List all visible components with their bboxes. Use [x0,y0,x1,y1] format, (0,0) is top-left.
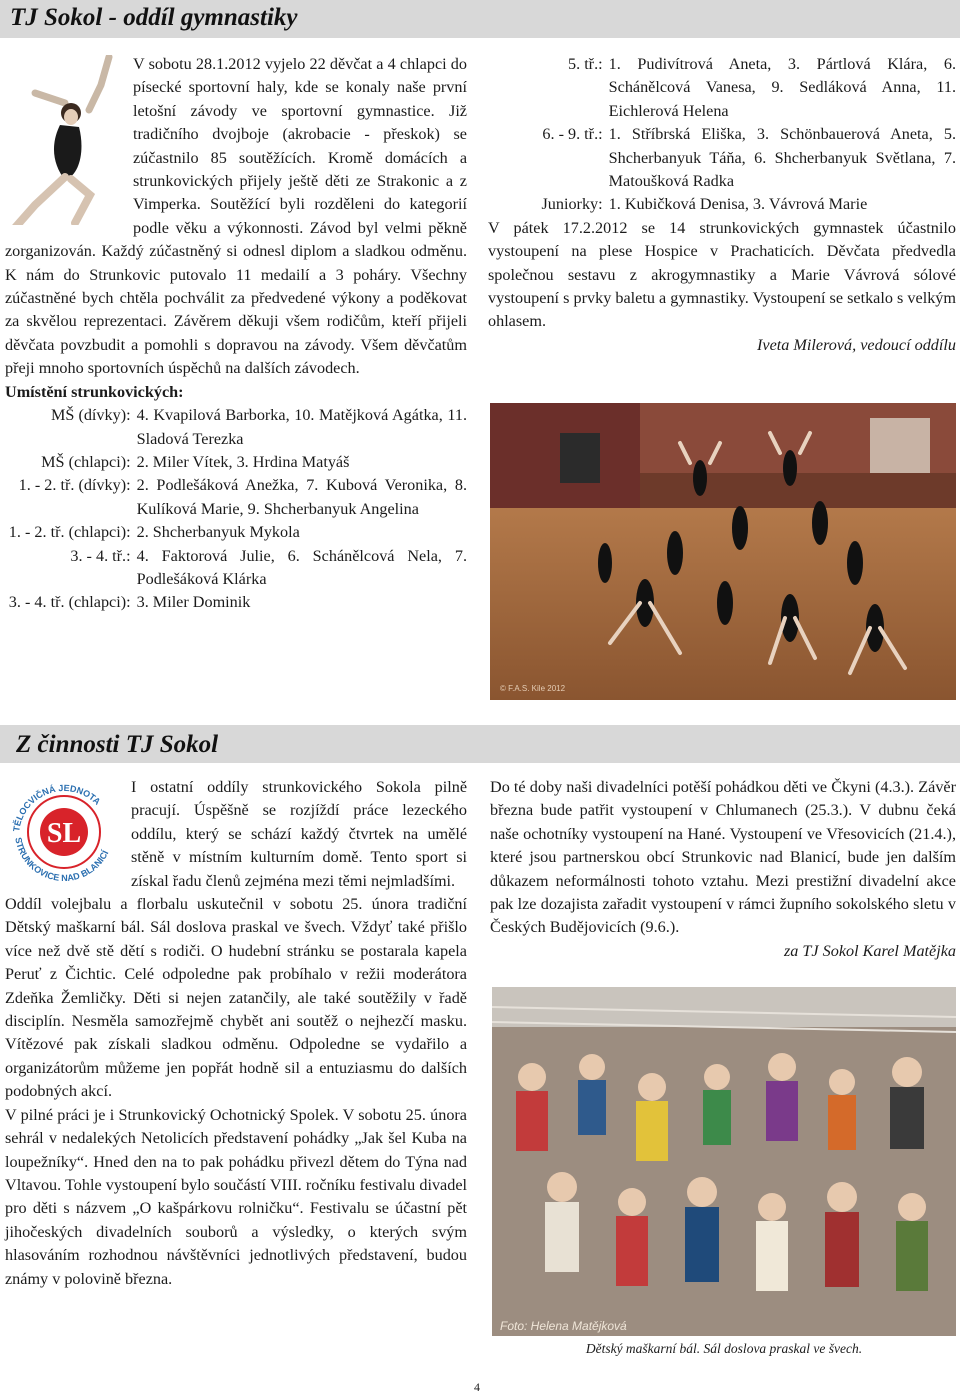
page-number: 4 [474,1380,480,1394]
result-category: 1. - 2. tř. (dívky): [18,476,131,495]
gymnastics-left-column [5,53,467,615]
result-category: Juniorky: [541,195,603,214]
result-names: 2. Shcherbanyuk Mykola [136,523,300,542]
logo-text-top: TĚLOCVIČNÁ JEDNOTA [11,782,103,833]
result-category: 6. - 9. tř.: [542,125,603,144]
result-category: 3. - 4. tř.: [70,546,131,565]
result-category: MŠ (dívky): [51,406,131,425]
result-names: 1. Kubičková Denisa, 3. Vávrová Marie [608,195,868,214]
results-list-left [5,404,467,615]
paragraph: I ostatní oddíly strunkovického Sokola pilně pracují. Úspěšně se rozjíždí práce lezeckého oddílu, který se schází každý čtvrtek na umělé stěně v místním kulturním domě. Tento sport si získal řadu členů zejména mezi těmi nejmladšími. [131,778,467,890]
result-names: 2. Podlešáková Anežka, 7. Kubová Veronika, 8. Kulíková Marie, 9. Shcherbanyuk Angelina [136,476,467,518]
result-category: 1. - 2. tř. (chlapci): [8,523,131,542]
results-heading: Umístění strunkovických: [5,382,184,401]
section-header-gymnastics [0,0,960,38]
result-names: 1. Pudivítrová Aneta, 3. Pártlová Klára, 6. Schánělcová Vanesa, 9. Sedláková Anna, 11. Eichlerová Helena [608,55,956,120]
result-names: 4. Kvapilová Barborka, 10. Matějková Agátka, 11. Sladová Terezka [136,406,467,448]
carnival-photo-drawing [492,987,956,1336]
result-names: 4. Faktorová Julie, 6. Schánělcová Nela, 7. Podlešáková Klárka [136,546,467,588]
sokol-left-column [5,776,467,1291]
acrogymnastics-photo-drawing [490,403,956,700]
section-title: TJ Sokol - oddíl gymnastiky [10,4,298,31]
result-category: MŠ (chlapci): [41,452,131,471]
result-category: 3. - 4. tř. (chlapci): [8,593,131,612]
sokol-right-column [490,776,956,963]
result-category: 5. tř.: [568,55,603,73]
results-list-right [488,53,956,217]
photo-credit: Foto: Helena Matějková [500,1319,627,1333]
gymnastics-right-column [488,53,956,357]
result-names: 3. Miler Dominik [136,593,251,612]
result-names: 1. Stříbrská Eliška, 3. Schönbauerová Aneta, 5. Shcherbanyuk Táňa, 6. Shcherbanyuk Světlana, 7. Matoušková Radka [608,125,956,191]
logo-text-bottom: STRUNKOVICE NAD BLANICÍ [13,836,111,884]
section-header-sokol [0,725,960,763]
gymnast-photo [5,55,127,225]
signature: Iveta Milerová, vedoucí oddílu [757,335,956,354]
acrogymnastics-photo [490,403,956,700]
carnival-photo [492,987,956,1336]
signature: za TJ Sokol Karel Matějka [783,941,956,960]
paragraph: Do té doby naši divadelníci potěší pohádkou děti ve Čkyni (4.3.). Závěr března bude patřit vystoupení v Chlumanech (25.3.). V dubnu čeká naše ochotníky vystoupení na Hané. Vystoupení ve Vřesovicích (21.4.), které jsou partnerskou obcí Strunkovic nad Blanicí, bude jen dalším důkazem neformálnosti tohoto vztahu. Mezi prestižní divadelní akce pak lze dozajista zařadit vystoupení v rámci župního sokolského sletu v Českých Budějovicích (9.6.). [490,778,956,937]
intro-paragraph: V sobotu 28.1.2012 vyjelo 22 děvčat a 4 chlapci do písecké sportovní haly, kde se konaly naše první letošní závody ve sportovní gymnastice. Již tradičního dvojboje (akrobacie - přeskok) se zúčastnilo 85 soutěžících. Kromě domácích a strunkovických přijely ještě děti ze Strakonic a z Vimperka. Soutěžící byli rozděleni do kategorií podle věku a výkonnosti. Závod byl velmi pěkně zorganizován. Každý zúčastněný si odnesl diplom a sladkou odměnu. K nám do Strunkovic putovalo 11 medailí a 3 poháry. Všechny zúčastněné bych chtěla pochválit za předvedené výkony a poděkovat za skvělou reprezentaci. Závěrem děkuji všem rodičům, kteří přijeli děvčata povzbudit a pomohli s dopravou na závody. Všem děvčatům přeji mnoho sportovních úspěchů na dalších závodech. [5,55,467,378]
svg-text:SL: SL [46,818,82,849]
photo-caption: Dětský maškarní bál. Sál doslova praskal ve švech. [585,1341,863,1356]
sokol-logo [5,776,123,888]
photo-credit: © F.A.S. Kile 2012 [500,684,566,693]
paragraph: V pilné práci je i Strunkovický Ochotnický Spolek. V sobotu 25. února sehrál v nedalekých Netolicích představení pohádky „Jak šel Kuba na loupežníky“. Hned den na to pak pohádku přivezl dětem do Týna nad Vltavou. Tohle vystoupení bylo součástí VIII. ročníku festivalu divadel pro děti s názvem „O kašpárkovu rolničku“. Festivalu se účastní pět jihočeských divadelních souborů a výsledky, o kterých svým hlasováním rozhodnou návštěvníci jednotlivých představení, budou známy v polovině března. [5,1105,467,1288]
section-title: Z činnosti TJ Sokol [16,731,219,758]
ples-paragraph: V pátek 17.2.2012 se 14 strunkovických gymnastek účastnilo vystoupení na plese Hospice v Prachaticích. Děvčata předvedla společnou sestavu z akrogymnastiky a Marie Vávrová sólové vystoupení s prvky baletu a gymnastiky. Vystoupení se setkalo s velkým ohlasem. [488,218,956,331]
result-names: 2. Miler Vítek, 3. Hrdina Matyáš [136,452,350,471]
paragraph: Oddíl volejbalu a florbalu uskutečnil v sobotu 25. února tradiční Dětský maškarní bál. Sál doslova praskal ve švech. Vždyť také přišlo více než dvě stě dětí s rodiči. O hudební stránku se postarala kapela Peruť z Čichtic. Celé odpoledne pak probíhalo v režii moderátora Zdeňka Žemličky. Děti si nejen zatančily, ale také soutěžily v řadě disciplín. Nesměla samozřejmě chybět ani soutěž o nejhezčí masku. Vítězové pak získali sladkou odměnu. Odpoledne se vydařilo a organizátorům můžeme jen popřát hodně sil a entuziasmu do dalších podobných akcí. [5,895,467,1101]
